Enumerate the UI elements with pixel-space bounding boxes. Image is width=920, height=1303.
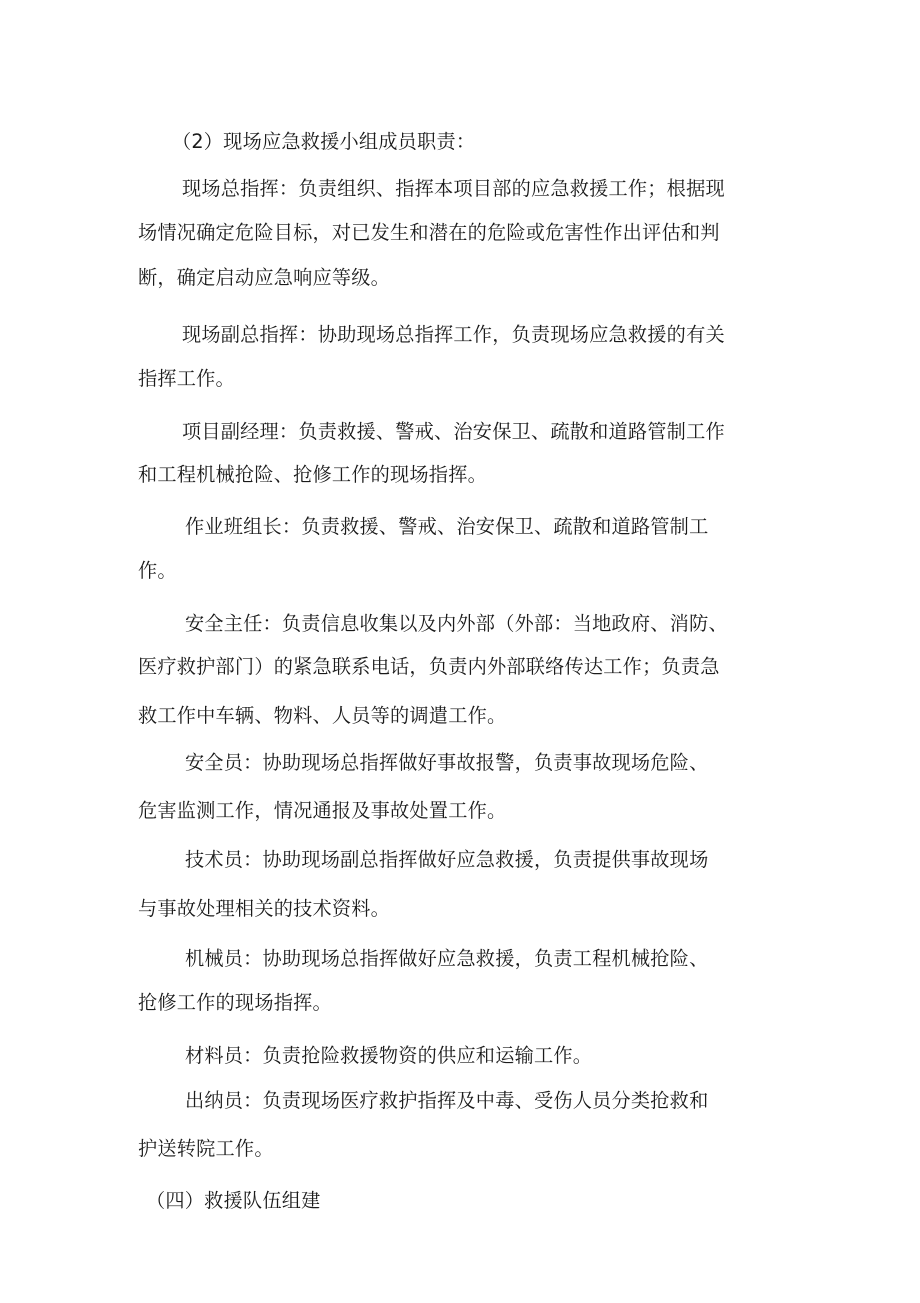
- paragraph-line: 与事故处理相关的技术资料。: [138, 897, 391, 920]
- paragraph-line: 机械员：协助现场总指挥做好应急救援，负责工程机械抢险、: [185, 947, 709, 970]
- paragraph-line: 出纳员：负责现场医疗救护指挥及中毒、受伤人员分类抢救和: [185, 1089, 709, 1112]
- paragraph-line: 安全员：协助现场总指挥做好事故报警，负责事故现场危险、: [185, 751, 709, 774]
- paragraph-line: 作业班组长：负责救援、警戒、治安保卫、疏散和道路管制工: [185, 515, 709, 538]
- paragraph-line: 抢修工作的现场指挥。: [138, 991, 332, 1014]
- paragraph-line: 材料员：负责抢险救援物资的供应和运输工作。: [185, 1044, 593, 1067]
- paragraph-line: 场情况确定危险目标，对已发生和潜在的危险或危害性作出评估和判: [138, 221, 720, 244]
- paragraph-line: 断，确定启动应急响应等级。: [138, 266, 391, 289]
- paragraph-line: 现场总指挥：负责组织、指挥本项目部的应急救援工作；根据现: [182, 177, 725, 200]
- section-heading: （2）现场应急救援小组成员职责：: [172, 130, 476, 153]
- paragraph-line: 现场副总指挥：协助现场总指挥工作，负责现场应急救援的有关: [182, 323, 725, 346]
- paragraph-line: 指挥工作。: [138, 367, 235, 390]
- section-heading: （四）救援队伍组建: [146, 1189, 321, 1212]
- paragraph-line: 和工程机械抢险、抢修工作的现场指挥。: [138, 463, 487, 486]
- paragraph-line: 安全主任：负责信息收集以及内外部（外部：当地政府、消防、: [185, 612, 728, 635]
- paragraph-line: 项目副经理：负责救援、警戒、治安保卫、疏散和道路管制工作: [182, 420, 725, 443]
- paragraph-line: 救工作中车辆、物料、人员等的调遣工作。: [138, 704, 507, 727]
- paragraph-line: 危害监测工作，情况通报及事故处置工作。: [138, 799, 507, 822]
- paragraph-line: 技术员：协助现场副总指挥做好应急救援，负责提供事故现场: [185, 848, 709, 871]
- paragraph-line: 作。: [138, 559, 177, 582]
- paragraph-line: 护送转院工作。: [138, 1137, 274, 1160]
- paragraph-line: 医疗救护部门）的紧急联系电话，负责内外部联络传达工作；负责急: [138, 655, 720, 678]
